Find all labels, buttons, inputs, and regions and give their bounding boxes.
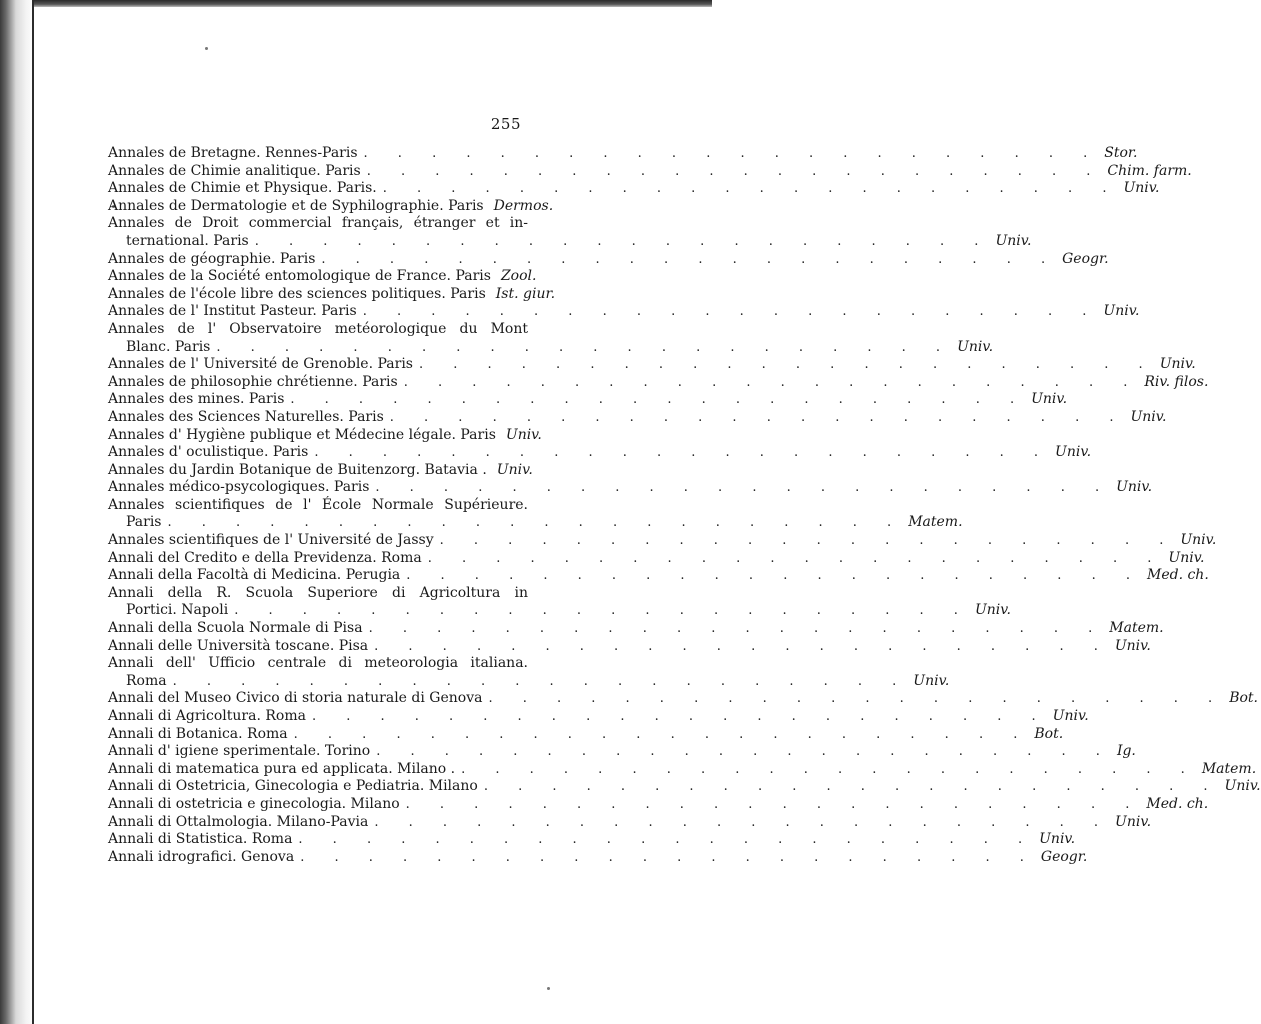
entry-line: [108, 444, 1092, 462]
periodical-title: Annali di Ottalmologia. Milano-Pavia: [108, 813, 369, 830]
list-item: [108, 426, 542, 445]
dot-leader: . . . . . . . . . . . . . . . . . . . . . .: [488, 691, 1226, 707]
dot-leader: . . . . . . . . . . . . . . . . . . . . . .: [290, 392, 1028, 408]
entry-line: [108, 778, 1261, 796]
library-section: Univ.: [1052, 708, 1089, 724]
entry-line: [108, 637, 1151, 656]
list-item: [108, 162, 1192, 181]
library-section: Univ.: [1103, 303, 1140, 320]
periodical-title: Annali di matematica pura ed applicata. Milano .: [108, 760, 456, 777]
entry-line: [108, 391, 1068, 409]
speck: [205, 47, 208, 50]
library-section: Univ.: [1055, 444, 1092, 461]
periodical-title: Blanc. Paris: [126, 338, 211, 355]
periodical-title: Annali del Credito e della Previdenza. Roma: [108, 549, 422, 566]
entry-line: [108, 497, 528, 515]
library-section: Ist. giur.: [495, 285, 556, 302]
library-section: Univ.: [1224, 778, 1261, 795]
periodical-title: Annales de Chimie analitique. Paris: [108, 162, 361, 179]
library-section: Univ.: [974, 602, 1011, 619]
dot-leader: . . . . . . . . . . . . . . . . . . . . . .: [406, 568, 1143, 584]
list-item: [108, 620, 1164, 638]
list-item: [108, 795, 1209, 814]
entry-line: [108, 549, 1205, 568]
dot-leader: . . . . . . . . . . . . . . . . . . . . . .: [382, 181, 1120, 197]
library-section: Univ.: [1115, 813, 1152, 830]
periodical-title: Paris: [126, 514, 162, 531]
periodical-title: Annali della R. Scuola Superiore di Agricoltura in: [108, 584, 528, 601]
list-item: [108, 303, 1140, 321]
dot-leader: . . . . . . . . . . . . . . . . . . . . . .: [254, 233, 992, 249]
periodical-title: Annali idrografici. Genova: [108, 848, 295, 865]
entry-line: [108, 250, 1109, 269]
library-section: Zool.: [500, 268, 537, 285]
list-item: [108, 549, 1205, 568]
library-section: Matem.: [1109, 620, 1164, 637]
list-item: [108, 215, 1032, 250]
entry-line: [108, 180, 1160, 198]
dot-leader: . . . . . . . . . . . . . . . . . . . . . .: [167, 515, 905, 531]
library-section: Ig.: [1116, 743, 1136, 760]
periodical-title: Annali di Ostetricia, Ginecologia e Pediatria. Milano: [108, 778, 478, 795]
entry-line: [108, 215, 528, 233]
periodical-title: Annali della Scuola Normale di Pisa: [108, 620, 363, 637]
list-item: [108, 461, 533, 480]
entry-line: [108, 690, 1258, 708]
entry-line: [108, 655, 528, 673]
dot-leader: . . . . . . . . . . . . . . . . . . . . . .: [216, 339, 954, 355]
periodical-title: Annales médico-psycologiques. Paris: [108, 479, 370, 496]
list-item: [108, 391, 1068, 409]
periodical-title: Annali di ostetricia e ginecologia. Milano: [108, 795, 400, 812]
periodical-title: Annales de l' Observatoire metéorologique du Mont: [108, 320, 528, 337]
library-section: Chim. farm.: [1107, 162, 1192, 179]
periodical-title: Annales scientifiques de l' École Normale Supérieure.: [108, 496, 528, 513]
periodical-title: Annali di Agricoltura. Roma: [108, 708, 306, 724]
library-section: Med. ch.: [1146, 567, 1209, 584]
list-item: [108, 778, 1261, 796]
list-item: [108, 567, 1209, 585]
dot-leader: . . . . . . . . . . . . . . . . . . . . . .: [363, 146, 1101, 161]
list-item: [108, 356, 1196, 374]
list-item: [108, 145, 1138, 163]
list-item: [108, 285, 556, 304]
dot-leader: . . . . . . . . . . . . . . . . . . . . . .: [405, 796, 1143, 812]
dot-leader: . . . . . . . . . . . . . . . . . . . . . .: [368, 621, 1106, 637]
entry-line: [108, 321, 528, 339]
entry-line: [108, 514, 963, 532]
entry-line: [108, 813, 1152, 832]
dot-leader: . . . . . . . . . . . . . . . . . . . . . .: [439, 533, 1177, 549]
library-section: Geogr.: [1040, 848, 1088, 865]
entry-line: [108, 373, 1209, 392]
library-section: Univ.: [1114, 637, 1151, 654]
library-section: Univ.: [1130, 408, 1167, 425]
page-top-edge: [0, 0, 712, 7]
periodical-title: Roma: [126, 672, 167, 689]
periodical-title: Annali del Museo Civico di storia naturale di Genova: [108, 690, 483, 707]
dot-leader: . . . . . . . . . . . . . . . . . . . . . .: [375, 480, 1113, 496]
dot-leader: . . . . . . . . . . . . . . . . . . . . . .: [234, 603, 971, 619]
entry-line: [108, 672, 950, 691]
dot-leader: . . . . . . . . . . . . . . . . . . . . . .: [366, 163, 1104, 179]
entry-line: [108, 232, 1032, 251]
library-section: Univ.: [505, 426, 542, 443]
periodical-title: Annales de philosophie chrétienne. Paris: [108, 373, 398, 390]
entry-line: [108, 303, 1140, 321]
periodical-title: Annales des Sciences Naturelles. Paris: [108, 408, 384, 425]
periodical-title: Annali di Botanica. Roma: [108, 725, 288, 742]
dot-leader: . . . . . . . . . . . . . . . . . . . . . .: [311, 709, 1049, 724]
entry-line: [108, 197, 554, 216]
list-item: [108, 479, 1153, 497]
periodical-title: Annales de géographie. Paris: [108, 250, 316, 267]
dot-leader: . . . . . . . . . . . . . . . . . . . . . .: [300, 849, 1037, 865]
dot-leader: . . . . . . . . . . . . . . . . . . . . . .: [419, 357, 1156, 373]
gutter-line: [32, 0, 34, 1024]
periodical-title: Annales de Bretagne. Rennes-Paris: [108, 145, 358, 161]
entry-line: [108, 795, 1209, 814]
list-item: [108, 268, 537, 286]
dot-leader: . . . . . . . . . . . . . . . . . . . . . .: [314, 445, 1052, 461]
dot-leader: . . . . . . . . . . . . . . . . . . . . . .: [298, 832, 1036, 848]
list-item: [108, 408, 1167, 427]
list-item: [108, 180, 1160, 198]
dot-leader: . . . . . . . . . . . . . . . . . . . . . .: [376, 744, 1113, 760]
entry-line: [108, 725, 1064, 744]
list-item: [108, 444, 1092, 462]
periodical-title: Annales de l' Université de Grenoble. Paris: [108, 356, 413, 373]
list-item: [108, 690, 1258, 708]
list-item: [108, 708, 1089, 726]
library-section: Univ.: [1123, 180, 1160, 197]
entry-line: [108, 743, 1136, 761]
dot-leader: . . . . . . . . . . . . . . . . . . . . . .: [172, 673, 910, 689]
periodical-title: Portici. Napoli: [126, 602, 229, 619]
entry-line: [108, 268, 537, 286]
book-gutter: [0, 0, 34, 1024]
entry-line: [108, 338, 994, 357]
periodical-title: Annali delle Università toscane. Pisa: [108, 637, 369, 654]
library-section: Matem.: [908, 514, 963, 531]
periodical-title: Annali di Statistica. Roma: [108, 831, 293, 848]
dot-leader: . . . . . . . . . . . . . . . . . . . . . .: [403, 374, 1141, 390]
list-item: [108, 743, 1136, 761]
library-section: Geogr.: [1062, 250, 1109, 267]
periodical-title: Annales de Dermatologie et de Syphilographie. Paris: [108, 197, 484, 214]
library-section: Bot.: [1034, 725, 1064, 742]
periodical-title: Annales d' Hygiène publique et Médecine légale. Paris: [108, 426, 496, 443]
library-section: Univ.: [913, 672, 950, 689]
list-item: [108, 813, 1152, 832]
list-item: [108, 831, 1076, 849]
entry-line: [108, 760, 1257, 779]
library-section: Univ.: [496, 461, 533, 478]
periodical-title: Annales scientifiques de l' Université de Jassy: [108, 532, 434, 549]
periodical-title: Annales des mines. Paris: [108, 391, 285, 408]
entry-line: [108, 567, 1209, 585]
periodical-title: Annali della Facoltà di Medicina. Perugia: [108, 567, 401, 584]
entry-line: [108, 461, 533, 480]
dot-leader: . . . . . . . . . . . . . . . . . . . . . .: [389, 409, 1127, 425]
library-section: Med. ch.: [1146, 795, 1209, 812]
library-section: Univ.: [1159, 356, 1196, 373]
periodical-title: Annales de la Société entomologique de France. Paris: [108, 268, 491, 285]
entry-line: [108, 585, 528, 603]
library-section: Univ.: [995, 232, 1032, 249]
page-number: 255: [490, 115, 521, 133]
library-section: Stor.: [1104, 145, 1138, 161]
library-section: Bot.: [1229, 690, 1258, 707]
entry-line: [108, 145, 1138, 163]
list-item: [108, 848, 1088, 867]
periodical-title: ternational. Paris: [126, 232, 249, 249]
entry-line: [108, 602, 1011, 620]
entry-line: [108, 831, 1076, 849]
entry-line: [108, 356, 1196, 374]
dot-leader: . . . . . . . . . . . . . . . . . . . . . .: [427, 550, 1165, 566]
dot-leader: . . . . . . . . . . . . . . . . . . . . . .: [293, 726, 1031, 742]
library-section: Univ.: [1039, 831, 1076, 848]
dot-leader: . . . . . . . . . . . . . . . . . . . . . .: [374, 814, 1112, 830]
list-item: [108, 760, 1257, 779]
library-section: Univ.: [1180, 532, 1217, 549]
periodical-title: Annales de l'école libre des sciences politiques. Paris: [108, 285, 486, 302]
entry-line: [108, 426, 542, 445]
periodical-title: Annales d' oculistique. Paris: [108, 444, 309, 461]
dot-leader: . . . . . . . . . . . . . . . . . . . . . .: [483, 779, 1221, 795]
periodical-list: [108, 145, 1261, 866]
periodical-title: Annali d' igiene sperimentale. Torino: [108, 743, 371, 760]
list-item: [108, 197, 554, 216]
entry-line: [108, 285, 556, 304]
entry-line: [108, 162, 1192, 181]
library-section: Univ.: [1031, 391, 1068, 408]
list-item: [108, 250, 1109, 269]
list-item: [108, 655, 950, 690]
library-section: Univ.: [1116, 479, 1153, 496]
periodical-title: Annali dell' Ufficio centrale di meteorologia italiana.: [108, 655, 528, 672]
entry-line: [108, 408, 1167, 427]
library-section: Dermos.: [493, 197, 554, 214]
list-item: [108, 532, 1217, 550]
library-section: Riv. filos.: [1144, 373, 1209, 390]
library-section: Matem.: [1201, 760, 1257, 777]
entry-line: [108, 848, 1088, 867]
list-item: [108, 373, 1209, 392]
dot-leader: . . . . . . . . . . . . . . . . . . . . . .: [321, 251, 1059, 267]
list-item: [108, 637, 1151, 656]
entry-line: [108, 479, 1153, 497]
entry-line: [108, 532, 1217, 550]
list-item: [108, 320, 994, 356]
periodical-title: Annales de Droit commercial français, étranger et in-: [108, 215, 528, 232]
periodical-title: Annales de Chimie et Physique. Paris.: [108, 180, 377, 197]
periodical-title: Annales de l' Institut Pasteur. Paris: [108, 303, 357, 320]
list-item: [108, 496, 963, 532]
dot-leader: . . . . . . . . . . . . . . . . . . . . . .: [461, 761, 1198, 777]
dot-leader: . . . . . . . . . . . . . . . . . . . . . .: [374, 638, 1111, 654]
library-section: Univ.: [1168, 549, 1205, 566]
list-item: [108, 725, 1064, 744]
dot-leader: . . . . . . . . . . . . . . . . . . . . . .: [362, 304, 1100, 320]
entry-line: [108, 708, 1089, 726]
library-section: Univ.: [957, 338, 994, 355]
periodical-title: Annales du Jardin Botanique de Buitenzorg. Batavia .: [108, 461, 487, 478]
list-item: [108, 584, 1011, 620]
entry-line: [108, 620, 1164, 638]
speck: [547, 987, 550, 990]
